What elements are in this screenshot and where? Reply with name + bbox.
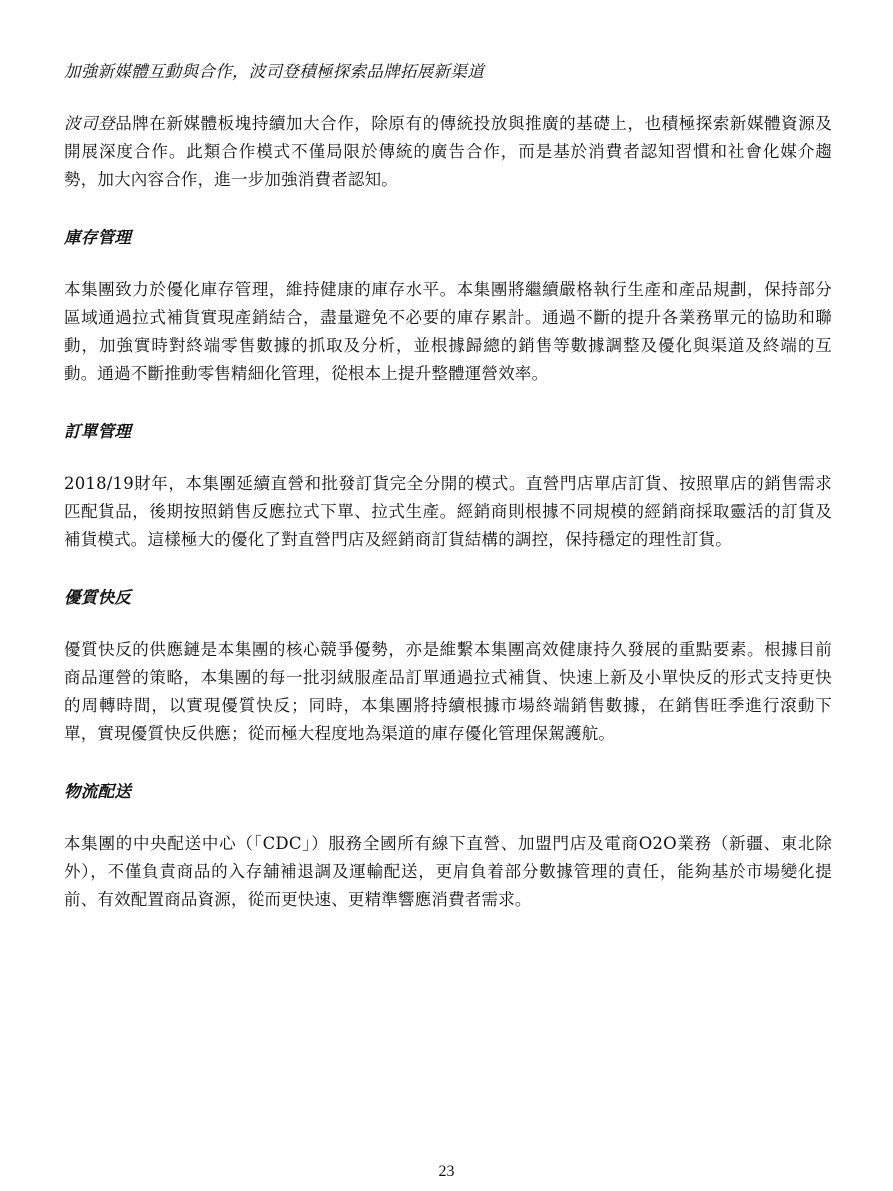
page-number: 23 bbox=[438, 1163, 455, 1180]
brand-name: 波司登 bbox=[64, 114, 116, 133]
intro-paragraph-text: 品牌在新媒體板塊持續加大合作，除原有的傳統投放與推廣的基礎上，也積極探索新媒體資源及開展深度合作。此類合作模式不僅局限於傳統的廣告合作，而是基於消費者認知習慣和社會化媒介趨勢，加大內容合作，進一步加強消費者認知。 bbox=[64, 114, 832, 189]
section-paragraph-orders: 2018/19財年，本集團延續直營和批發訂貨完全分開的模式。直營門店單店訂貨、按照單店的銷售需求匹配貨品，後期按照銷售反應拉式下單、拉式生產。經銷商則根據不同規模的經銷商採取靈活的訂貨及補貨模式。這樣極大的優化了對直營門店及經銷商訂貨結構的調控，保持穩定的理性訂貨。 bbox=[64, 474, 832, 549]
section-paragraph-logistics: 本集團的中央配送中心（「CDC」）服務全國所有線下直營、加盟門店及電商O2O業務（新疆、東北除外），不僅負責商品的入存舖補退調及運輸配送，更肩負着部分數據管理的責任，能夠基於市場變化提前、有效配置商品資源，從而更快速、更精準響應消費者需求。 bbox=[64, 834, 832, 909]
section-paragraph-quick-response: 優質快反的供應鏈是本集團的核心競爭優勢，亦是維繫本集團高效健康持久發展的重點要素。根據目前商品運營的策略，本集團的每一批羽絨服產品訂單通過拉式補貨、快速上新及小單快反的形式支持更快的周轉時間，以實現優質快反；同時，本集團將持續根據市場終端銷售數據，在銷售旺季進行滾動下單，實現優質快反供應；從而極大程度地為渠道的庫存優化管理保駕護航。 bbox=[64, 640, 832, 743]
section-heading-orders: 訂單管理 bbox=[64, 422, 132, 441]
section-heading-quick-response: 優質快反 bbox=[64, 588, 132, 607]
section-heading-logistics: 物流配送 bbox=[64, 782, 132, 801]
intro-heading: 加強新媒體互動與合作，波司登積極探索品牌拓展新渠道 bbox=[64, 62, 484, 81]
intro-paragraph bbox=[64, 110, 832, 194]
section-heading-inventory: 庫存管理 bbox=[64, 228, 132, 247]
section-paragraph-inventory: 本集團致力於優化庫存管理，維持健康的庫存水平。本集團將繼續嚴格執行生產和產品規劃，保持部分區域通過拉式補貨實現產銷結合，盡量避免不必要的庫存累計。通過不斷的提升各業務單元的協助和聯動，加強實時對終端零售數據的抓取及分析，並根據歸總的銷售等數據調整及優化與渠道及終端的互動。通過不斷推動零售精細化管理，從根本上提升整體運營效率。 bbox=[64, 280, 832, 383]
document-page bbox=[64, 60, 832, 914]
